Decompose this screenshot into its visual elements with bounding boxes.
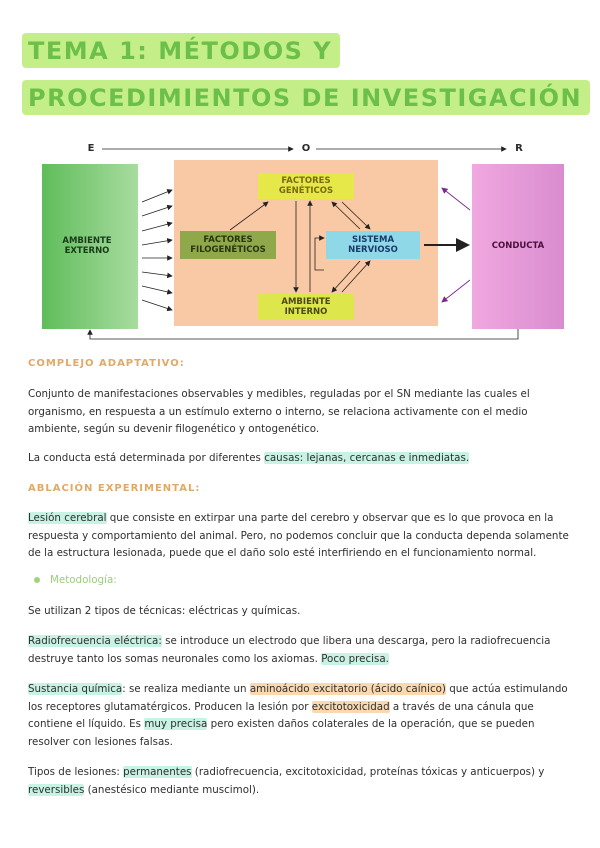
factores-filogeneticos-label: FACTORES FILOGENÉTICOS bbox=[190, 235, 266, 255]
highlight-reversibles: reversibles bbox=[28, 783, 85, 796]
label-o: O bbox=[301, 143, 311, 154]
text-span: pero existen daños colaterales de la operación, que se pueden resolver con lesiones falsas. bbox=[28, 718, 535, 748]
highlight-sustancia-quimica: Sustancia química bbox=[28, 683, 123, 695]
highlight-muy-precisa: muy precisa bbox=[144, 718, 208, 730]
input-arrows bbox=[142, 190, 172, 310]
highlight-aminoacido: aminoácido excitatorio (ácido caínico) bbox=[249, 683, 446, 695]
bottom-feedback-line bbox=[90, 329, 518, 339]
paragraph-radiofrecuencia bbox=[28, 633, 573, 668]
highlight-excitotoxicidad: excitotoxicidad bbox=[311, 700, 390, 713]
bullet-label: Metodología: bbox=[50, 574, 117, 586]
text-span: La conducta está determinada por diferentes bbox=[28, 452, 265, 464]
heading-complejo-adaptativo: COMPLEJO ADAPTATIVO: bbox=[28, 358, 185, 369]
bullet-dot-icon bbox=[34, 577, 40, 583]
paragraph-lesion-cerebral bbox=[28, 510, 573, 563]
highlight-radiofrecuencia: Radiofrecuencia eléctrica: bbox=[28, 635, 162, 647]
highlight-lesion-cerebral: Lesión cerebral bbox=[28, 512, 107, 524]
highlight-permanentes: permanentes bbox=[123, 766, 192, 778]
bullet-metodologia bbox=[34, 574, 117, 586]
text-span: que actúa estimulando los receptores glutamatérgicos. Producen la lesión por bbox=[28, 683, 568, 713]
paragraph-complejo-definicion: Conjunto de manifestaciones observables y medibles, reguladas por el SN mediante las cuales el organismo, en respuesta a un estímulo externo o interno, se relaciona activamente con el medio ambiente, según su devenir filogenético y ontogenético. bbox=[28, 388, 530, 435]
text-span: se introduce un electrodo que libera una descarga, pero la radiofrecuencia destruye tanto los somas neuronales como los axiomas. bbox=[28, 635, 551, 665]
paragraph-tipos-lesiones bbox=[28, 764, 573, 799]
text-span: Tipos de lesiones: bbox=[28, 766, 124, 778]
text-span: (radiofrecuencia, excitotoxicidad, proteínas tóxicas y anticuerpos) y bbox=[191, 766, 545, 778]
ambiente-externo-label: AMBIENTE EXTERNO bbox=[62, 236, 112, 256]
sistema-nervioso-label: SISTEMA NERVIOSO bbox=[348, 235, 398, 255]
paragraph-causas bbox=[28, 450, 573, 468]
factores-geneticos-label: FACTORES GENÉTICOS bbox=[278, 176, 334, 196]
title-line-1: TEMA 1: MÉTODOS Y bbox=[22, 33, 340, 68]
highlight-poco-precisa: Poco precisa. bbox=[321, 652, 389, 665]
ambiente-interno-label: AMBIENTE INTERNO bbox=[281, 297, 331, 317]
title-line-2: PROCEDIMIENTOS DE INVESTIGACIÓN bbox=[22, 80, 590, 115]
text-span: que consiste en extirpar una parte del cerebro y observar que es lo que provoca en la respuesta y comportamiento del animal. Pero, no podemos concluir que la conducta dependa solamente de la estructura lesionada, puede que el daño solo esté interfiriendo en el funcionamiento normal. bbox=[28, 512, 569, 559]
heading-ablacion-experimental: ABLACIÓN EXPERIMENTAL: bbox=[28, 483, 201, 494]
label-r: R bbox=[515, 143, 523, 154]
highlight-causas: causas: lejanas, cercanas e inmediatas. bbox=[264, 452, 470, 464]
paragraph-tecnicas: Se utilizan 2 tipos de técnicas: eléctricas y químicas. bbox=[28, 605, 301, 617]
paragraph-sustancia-quimica bbox=[28, 681, 573, 751]
label-e: E bbox=[87, 143, 95, 154]
conducta-label: CONDUCTA bbox=[491, 241, 545, 251]
text-span: a través de una cánula que contiene el líquido. Es bbox=[28, 700, 534, 730]
text-span: (anestésico mediante muscimol). bbox=[84, 783, 260, 796]
e-o-r-diagram bbox=[40, 140, 580, 350]
text-span: : se realiza mediante un bbox=[122, 683, 250, 695]
